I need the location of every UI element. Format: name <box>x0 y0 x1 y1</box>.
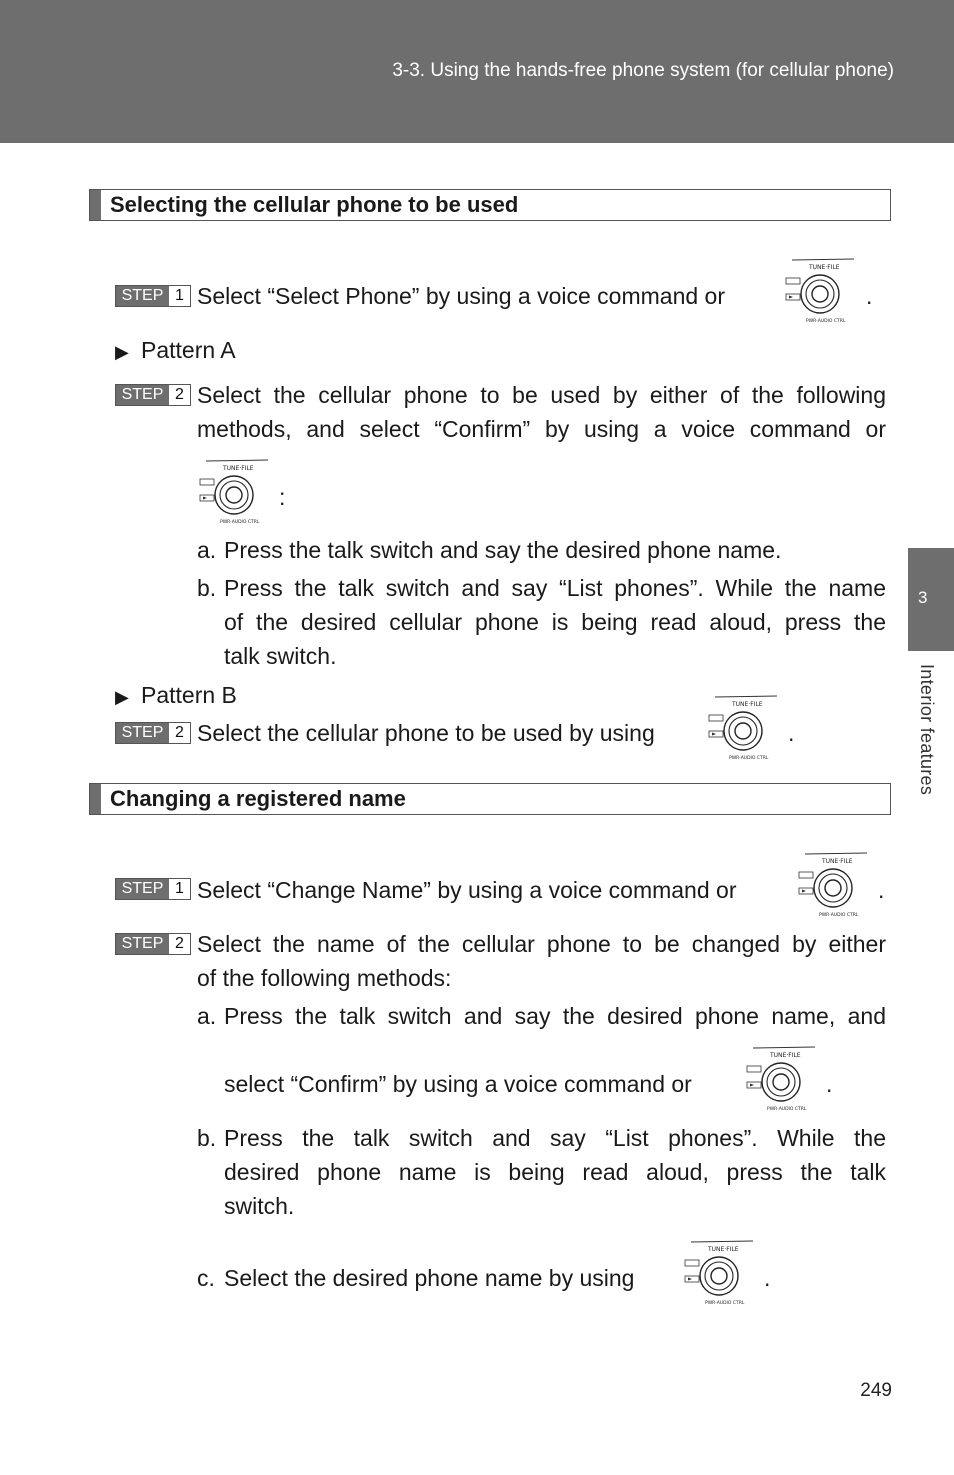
triangle-right-icon: ▶ <box>115 687 129 707</box>
svg-text:PWR·AUDIO CTRL: PWR·AUDIO CTRL <box>819 913 859 918</box>
svg-text:TUNE·FILE: TUNE·FILE <box>223 465 254 472</box>
tune-file-knob-icon <box>784 257 856 327</box>
step-number: 2 <box>175 724 184 741</box>
header-title: 3-3. Using the hands-free phone system (for cellular phone) <box>392 60 894 81</box>
section-title: Changing a registered name <box>110 786 406 811</box>
list-item-text: Press the talk switch and say the desired phone name, and <box>224 1003 886 1029</box>
step-text-end: . <box>878 877 885 903</box>
step-badge <box>115 933 191 955</box>
section-title: Selecting the cellular phone to be used <box>110 192 519 217</box>
svg-text:PWR·AUDIO CTRL: PWR·AUDIO CTRL <box>220 520 260 525</box>
list-item-text: switch. <box>224 1193 295 1219</box>
list-item-text: desired phone name is being read aloud, press the talk <box>224 1159 886 1185</box>
tune-file-knob-icon <box>797 851 869 921</box>
list-item-text: talk switch. <box>224 643 337 669</box>
tune-file-knob-icon <box>707 694 779 764</box>
list-item-text: of the desired cellular phone is being read aloud, press the <box>224 609 886 635</box>
step-text-end: . <box>826 1071 833 1097</box>
step-text: Select “Change Name” by using a voice command or <box>197 877 737 903</box>
list-marker: a. <box>197 537 217 563</box>
list-item-text: Press the talk switch and say “List phones”. While the <box>224 1125 886 1151</box>
list-marker: b. <box>197 1125 217 1151</box>
step-word: STEP <box>116 286 169 306</box>
svg-text:PWR·AUDIO CTRL: PWR·AUDIO CTRL <box>729 756 769 761</box>
list-item-text: select “Confirm” by using a voice command or <box>224 1071 692 1097</box>
svg-text:PWR·AUDIO CTRL: PWR·AUDIO CTRL <box>767 1107 807 1112</box>
svg-text:TUNE·FILE: TUNE·FILE <box>809 264 840 271</box>
step-text: methods, and select “Confirm” by using a voice command or <box>197 416 886 442</box>
step-text: Select “Select Phone” by using a voice command or <box>197 283 725 309</box>
svg-text:TUNE·FILE: TUNE·FILE <box>732 701 763 708</box>
list-marker: c. <box>197 1265 215 1291</box>
section-heading-selecting-phone <box>89 189 891 221</box>
pattern-b-label: ▶ Pattern B <box>115 680 237 712</box>
list-item-text: Press the talk switch and say “List phones”. While the name <box>224 575 886 601</box>
list-marker: b. <box>197 575 217 601</box>
list-item-text: Select the desired phone name by using <box>224 1265 635 1291</box>
section-heading-changing-name <box>89 783 891 815</box>
step-text: Select the cellular phone to be used by either of the following <box>197 382 886 408</box>
chapter-label: Interior features <box>917 664 937 796</box>
step-text: of the following methods: <box>197 965 452 991</box>
step-number: 2 <box>175 935 184 952</box>
step-word: STEP <box>116 934 169 954</box>
triangle-right-icon: ▶ <box>115 342 129 362</box>
list-item-text: Press the talk switch and say the desired phone name. <box>224 537 782 563</box>
step-number: 2 <box>175 386 184 403</box>
step-text-end: . <box>788 720 795 746</box>
svg-text:PWR·AUDIO CTRL: PWR·AUDIO CTRL <box>705 1301 745 1306</box>
step-word: STEP <box>116 385 169 405</box>
step-badge <box>115 384 191 406</box>
svg-text:PWR·AUDIO CTRL: PWR·AUDIO CTRL <box>806 319 846 324</box>
pattern-a-label: ▶ Pattern A <box>115 335 236 367</box>
step-text: Select the name of the cellular phone to be changed by either <box>197 931 886 957</box>
step-word: STEP <box>116 723 169 743</box>
step-text-end: : <box>279 484 286 510</box>
step-badge <box>115 722 191 744</box>
tune-file-knob-icon <box>745 1045 817 1115</box>
step-text-end: . <box>866 283 873 309</box>
list-marker: a. <box>197 1003 217 1029</box>
step-text: Select the cellular phone to be used by using <box>197 720 655 746</box>
tune-file-knob-icon <box>683 1239 755 1309</box>
step-word: STEP <box>116 879 169 899</box>
svg-text:TUNE·FILE: TUNE·FILE <box>770 1052 801 1059</box>
svg-text:TUNE·FILE: TUNE·FILE <box>822 858 853 865</box>
page-number: 249 <box>860 1380 892 1401</box>
chapter-number: 3 <box>918 588 928 607</box>
header-band <box>0 0 954 143</box>
step-number: 1 <box>175 287 184 304</box>
step-badge <box>115 285 191 307</box>
step-badge <box>115 878 191 900</box>
chapter-tab <box>908 548 954 651</box>
step-number: 1 <box>175 880 184 897</box>
heading-bar <box>90 784 101 814</box>
tune-file-knob-icon <box>198 458 270 528</box>
svg-text:TUNE·FILE: TUNE·FILE <box>708 1246 739 1253</box>
step-text-end: . <box>764 1265 771 1291</box>
heading-bar <box>90 190 101 220</box>
